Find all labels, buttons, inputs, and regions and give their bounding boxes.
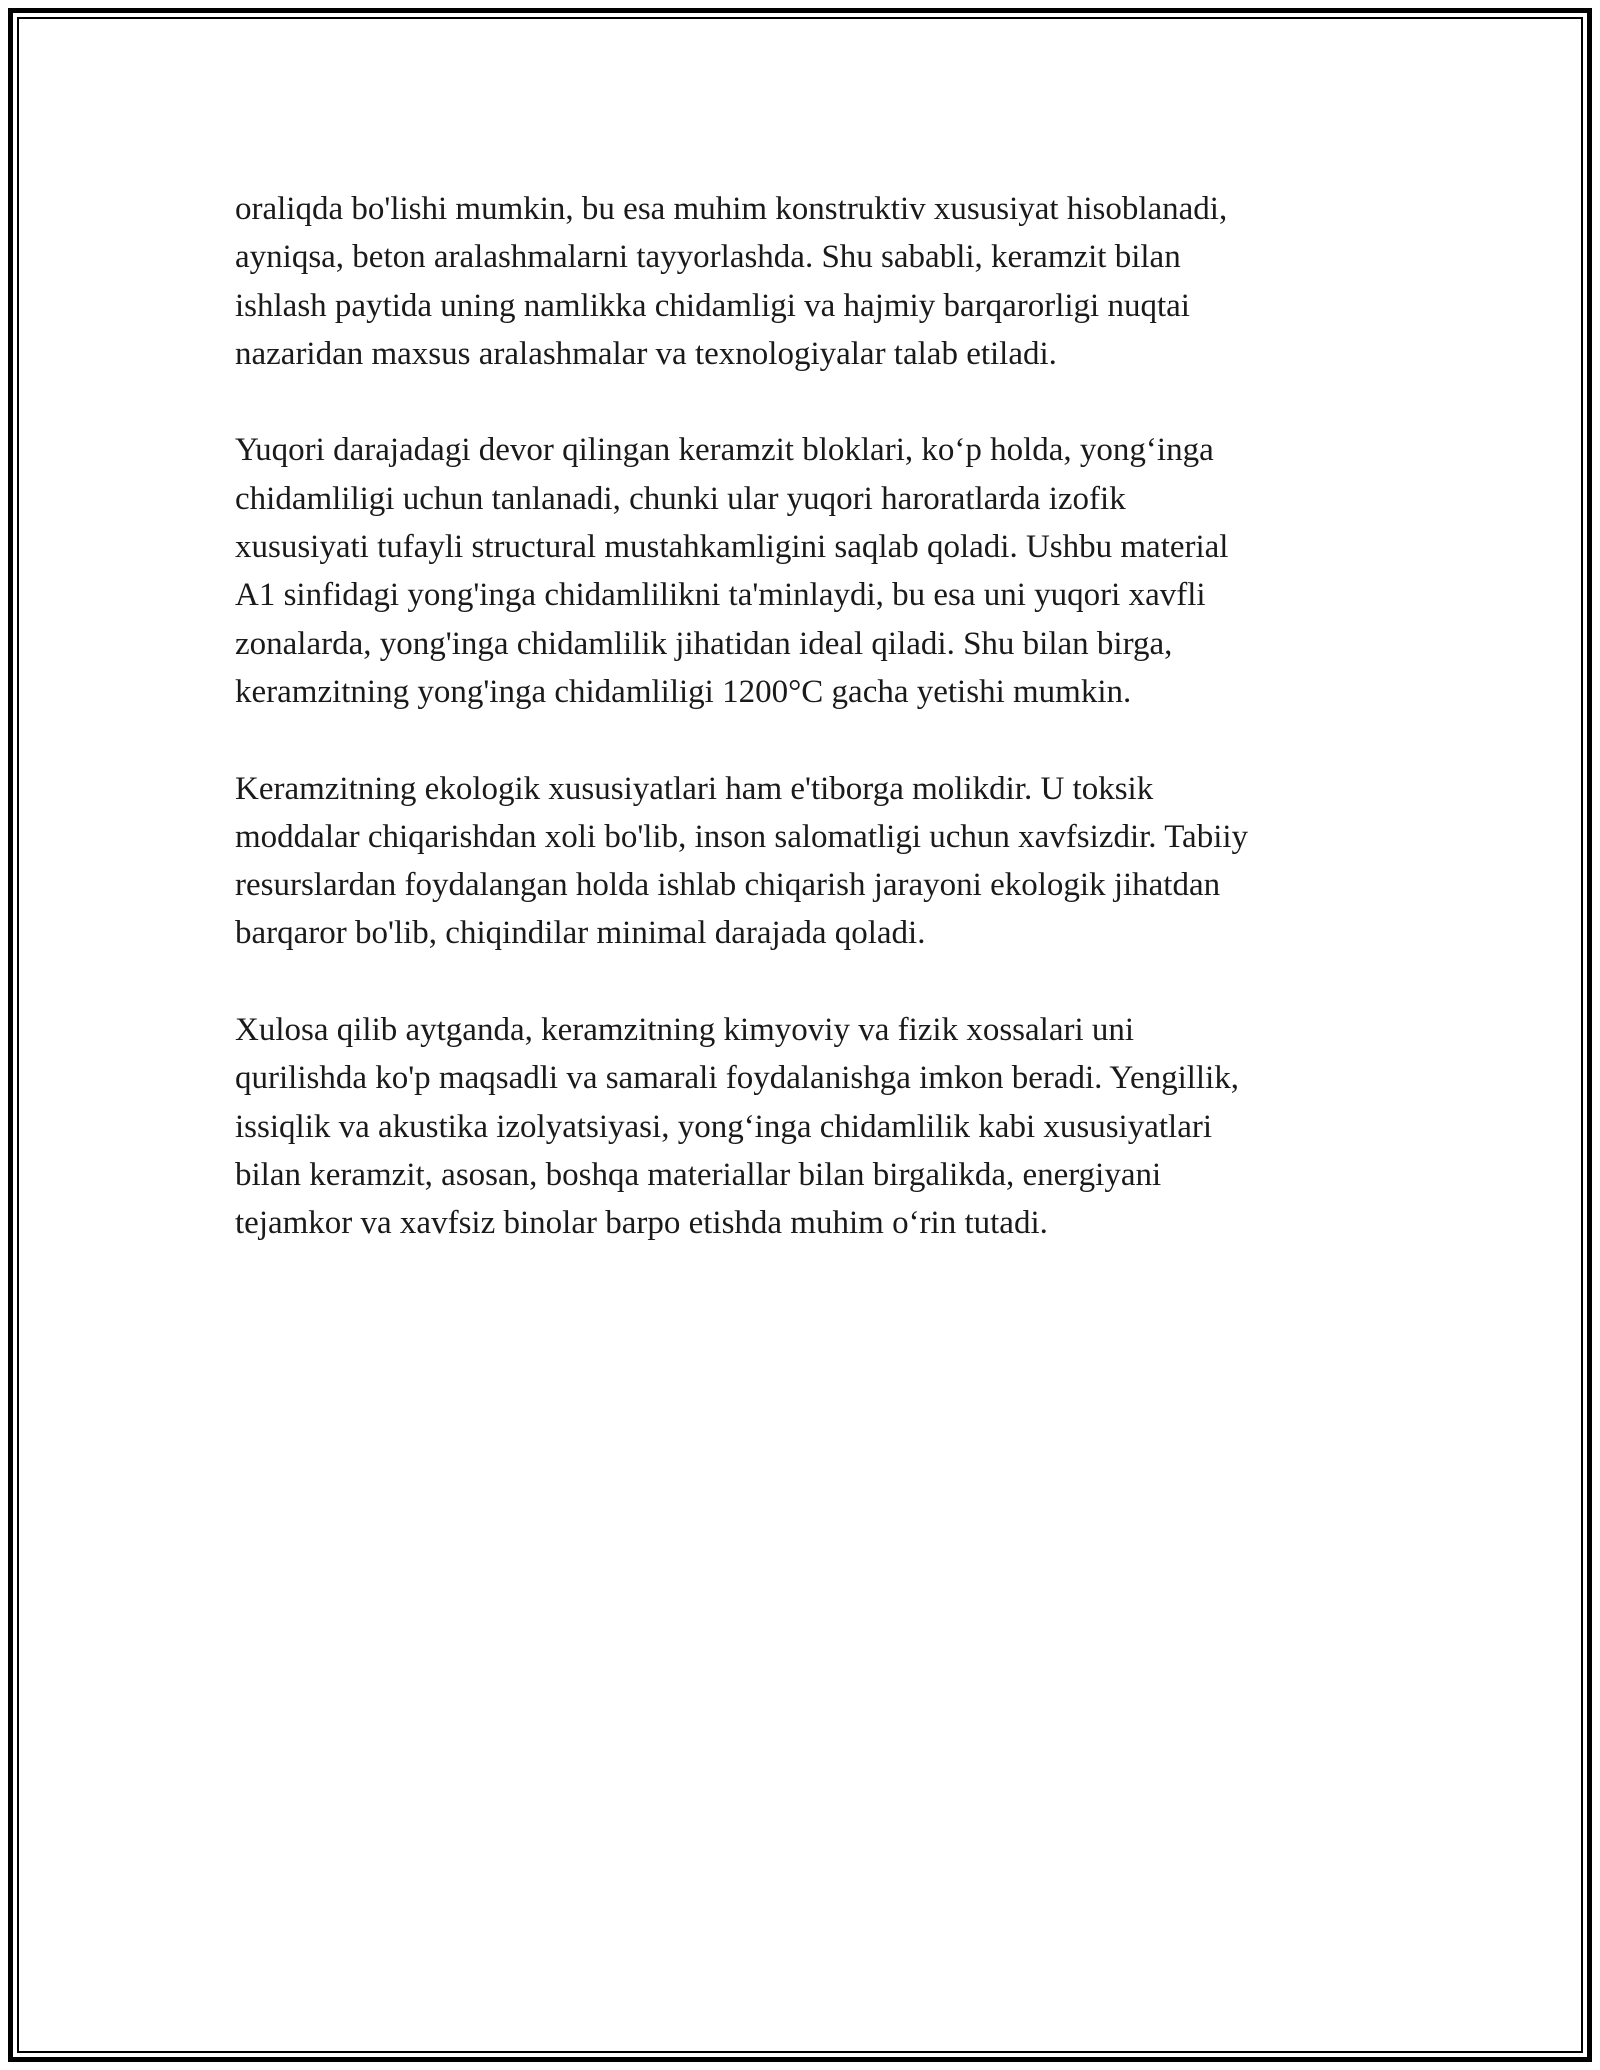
document-body [235, 185, 1375, 1248]
paragraph: Xulosa qilib aytganda, keramzitning kimyoviy va fizik xossalari uni qurilishda ko'p maqsadli va samarali foydalanishga imkon beradi. Yengillik, issiqlik va akustika izolyatsiyasi, yong‘inga chidamlilik kabi xususiyatlari bilan keramzit, asosan, boshqa materiallar bilan birgalikda, energiyani tejamkor va xavfsiz binolar barpo etishda muhim o‘rin tutadi. [235, 1012, 1240, 1242]
paragraph: Yuqori darajadagi devor qilingan keramzit bloklari, ko‘p holda, yong‘inga chidamliligi uchun tanlanadi, chunki ular yuqori haroratlarda izofik xususiyati tufayli structural mustahkamligini saqlab qoladi. Ushbu material A1 sinfidagi yong'inga chidamlilikni ta'minlaydi, bu esa uni yuqori xavfli zonalarda, yong'inga chidamlilik jihatidan ideal qiladi. Shu bilan birga, keramzitning yong'inga chidamliligi 1200°C gacha yetishi mumkin. [235, 432, 1229, 710]
paragraph: Keramzitning ekologik xususiyatlari ham e'tiborga molikdir. U toksik moddalar chiqarishdan xoli bo'lib, inson salomatligi uchun xavfsizdir. Tabiiy resurslardan foydalangan holda ishlab chiqarish jarayoni ekologik jihatdan barqaror bo'lib, chiqindilar minimal darajada qoladi. [235, 770, 1249, 952]
paragraph: oraliqda bo'lishi mumkin, bu esa muhim konstruktiv xususiyat hisoblanadi, ayniqsa, beton aralashmalarni tayyorlashda. Shu sababli, keramzit bilan ishlash paytida uning namlikka chidamligi va hajmiy barqarorligi nuqtai nazaridan maxsus aralashmalar va texnologiyalar talab etiladi. [235, 191, 1228, 372]
